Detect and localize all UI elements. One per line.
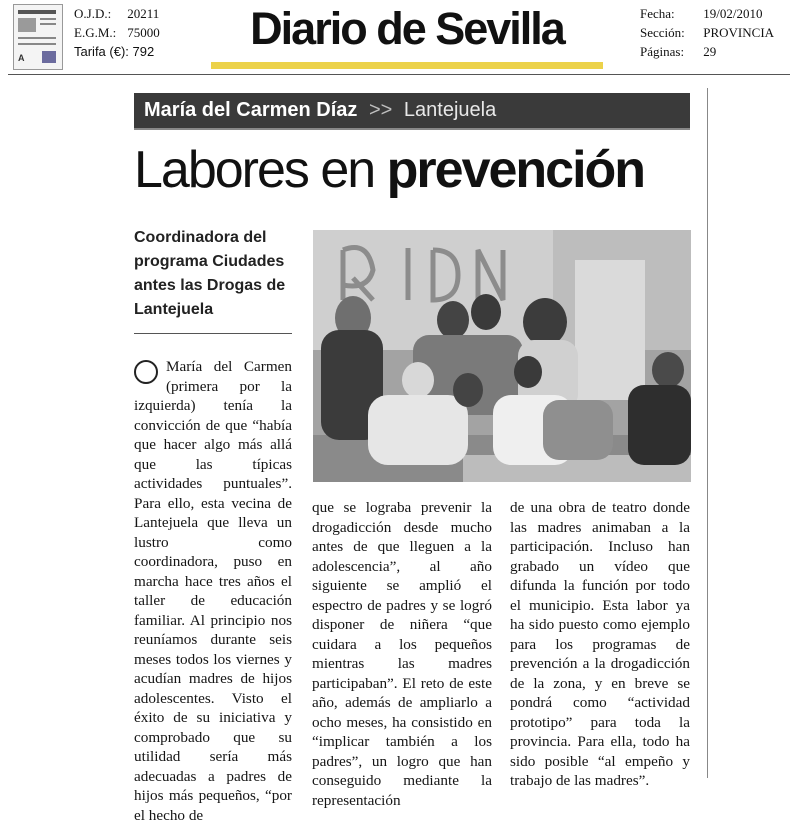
publication-info <box>640 4 774 61</box>
egm-value: 75000 <box>127 25 160 40</box>
article-column-3 <box>510 498 690 791</box>
byline-separator: >> <box>368 99 393 121</box>
pages-label: Páginas: <box>640 44 685 59</box>
lead-bullet-icon <box>134 360 158 384</box>
byline-author: María del Carmen Díaz <box>144 99 358 121</box>
section-row <box>640 23 774 42</box>
headline-bold: prevención <box>386 141 645 199</box>
article-paragraph-3: de una obra de teatro donde las madres animaban a la participación. Incluso han grabado un vídeo que difunda la función por todo el municipio. Esta labor ya ha sido puesto como ejemplo para los programas de prevención a la drogadicción de la zona, y en breve se pondrá como “actividad prototipo” para toda la provincia. Para ella, todo ha sido posible “al empeño y trabajo de las madres”. <box>510 499 690 789</box>
byline-place: Lantejuela <box>403 99 497 121</box>
group-photo-image <box>313 230 691 482</box>
byline-bar <box>134 93 690 130</box>
section-value: PROVINCIA <box>703 25 775 40</box>
subheadline: Coordinadora del programa Ciudades antes las Drogas de Lantejuela <box>134 229 286 318</box>
ojd-row <box>74 4 160 23</box>
header-divider <box>8 74 790 75</box>
pages-value: 29 <box>703 44 717 59</box>
date-value: 19/02/2010 <box>703 6 763 21</box>
egm-row <box>74 23 160 42</box>
ojd-value: 20211 <box>127 6 160 21</box>
article-paragraph-2: que se lograba prevenir la drogadicción desde mucho antes de que lleguen a la adolescencia”, al año siguiente se amplió el espectro de padres y se logró disponer de niñera “que cuidara a los pequeños mientras las madres participaban”. El reto de este año, además de ampliarlo a ocho meses, ha consistido en “implicar también a los padres”, un logro que han conseguido mediante la representación <box>312 499 492 809</box>
thumbnail-letter: A <box>18 53 25 63</box>
date-label: Fecha: <box>640 6 675 21</box>
headline-light: Labores en <box>134 141 375 199</box>
page-thumbnail <box>13 4 63 70</box>
byline <box>144 99 496 122</box>
article-column-1 <box>134 357 292 825</box>
tarifa: Tarifa (€): 792 <box>74 44 155 59</box>
article-paragraph-1: María del Carmen (primera por la izquierda) tenía la convicción de que “había que hacer algo más allá que las típicas actividades puntuales”. Para ello, esta vecina de Lantejuela que lleva un lustro como coordinadora, puso en marcha hace tres años el taller de educación familiar. Al principio nos reuníamos durante seis meses todos los viernes y acudían madres de hijos adolescentes. Visto el éxito de su iniciativa y comprobado que su utilidad sería más adecuadas a padres de hijos más pequeños, “por el hecho de <box>134 358 292 824</box>
column-divider <box>707 88 708 778</box>
ojd-label: O.J.D.: <box>74 6 112 21</box>
logo-underline <box>211 62 603 69</box>
article-column-2 <box>312 498 492 810</box>
circulation-info <box>74 4 160 61</box>
subheadline-rule <box>134 333 292 334</box>
section-label: Sección: <box>640 25 685 40</box>
group-photo <box>313 230 691 482</box>
date-row <box>640 4 774 23</box>
newspaper-logo: Diario de Sevilla <box>250 3 564 54</box>
egm-label: E.G.M.: <box>74 25 117 40</box>
headline <box>134 138 644 202</box>
pages-row <box>640 42 774 61</box>
